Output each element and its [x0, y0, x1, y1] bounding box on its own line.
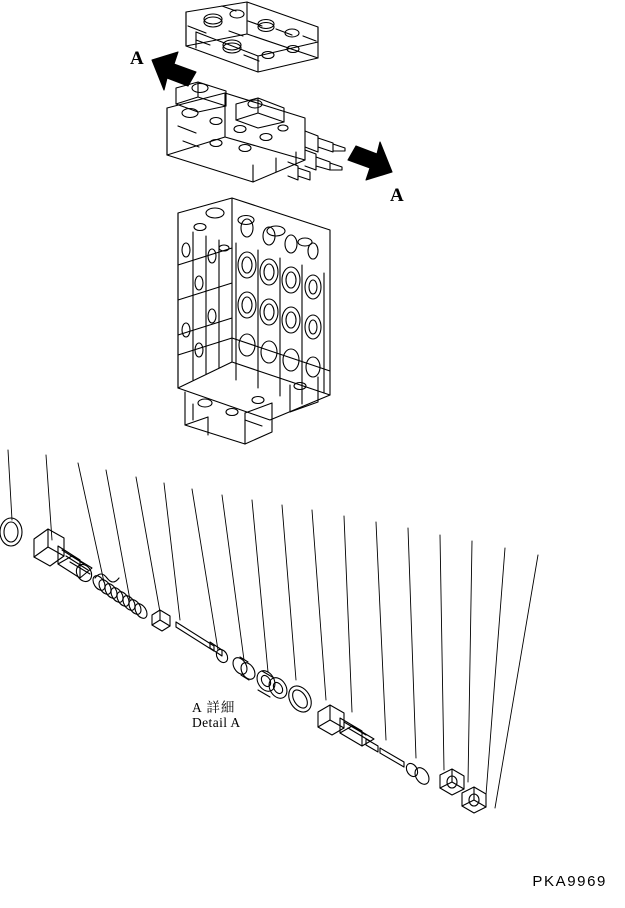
detail-a-caption	[192, 700, 241, 730]
detail-a-leader-lines	[8, 450, 538, 808]
control-valve-main-block	[178, 198, 330, 444]
section-label-a-top: A	[130, 48, 145, 69]
control-valve-upper-body	[167, 82, 345, 182]
section-arrow-bottom	[348, 142, 392, 180]
detail-caption-line1: A 詳細	[192, 700, 236, 715]
detail-caption-line2: Detail A	[192, 715, 241, 730]
top-cover-plate	[186, 2, 318, 72]
spring-coil	[91, 574, 150, 621]
drawing-number: PKA9969	[532, 873, 607, 890]
section-arrow-top	[152, 52, 196, 90]
section-label-a-bottom: A	[390, 185, 405, 206]
